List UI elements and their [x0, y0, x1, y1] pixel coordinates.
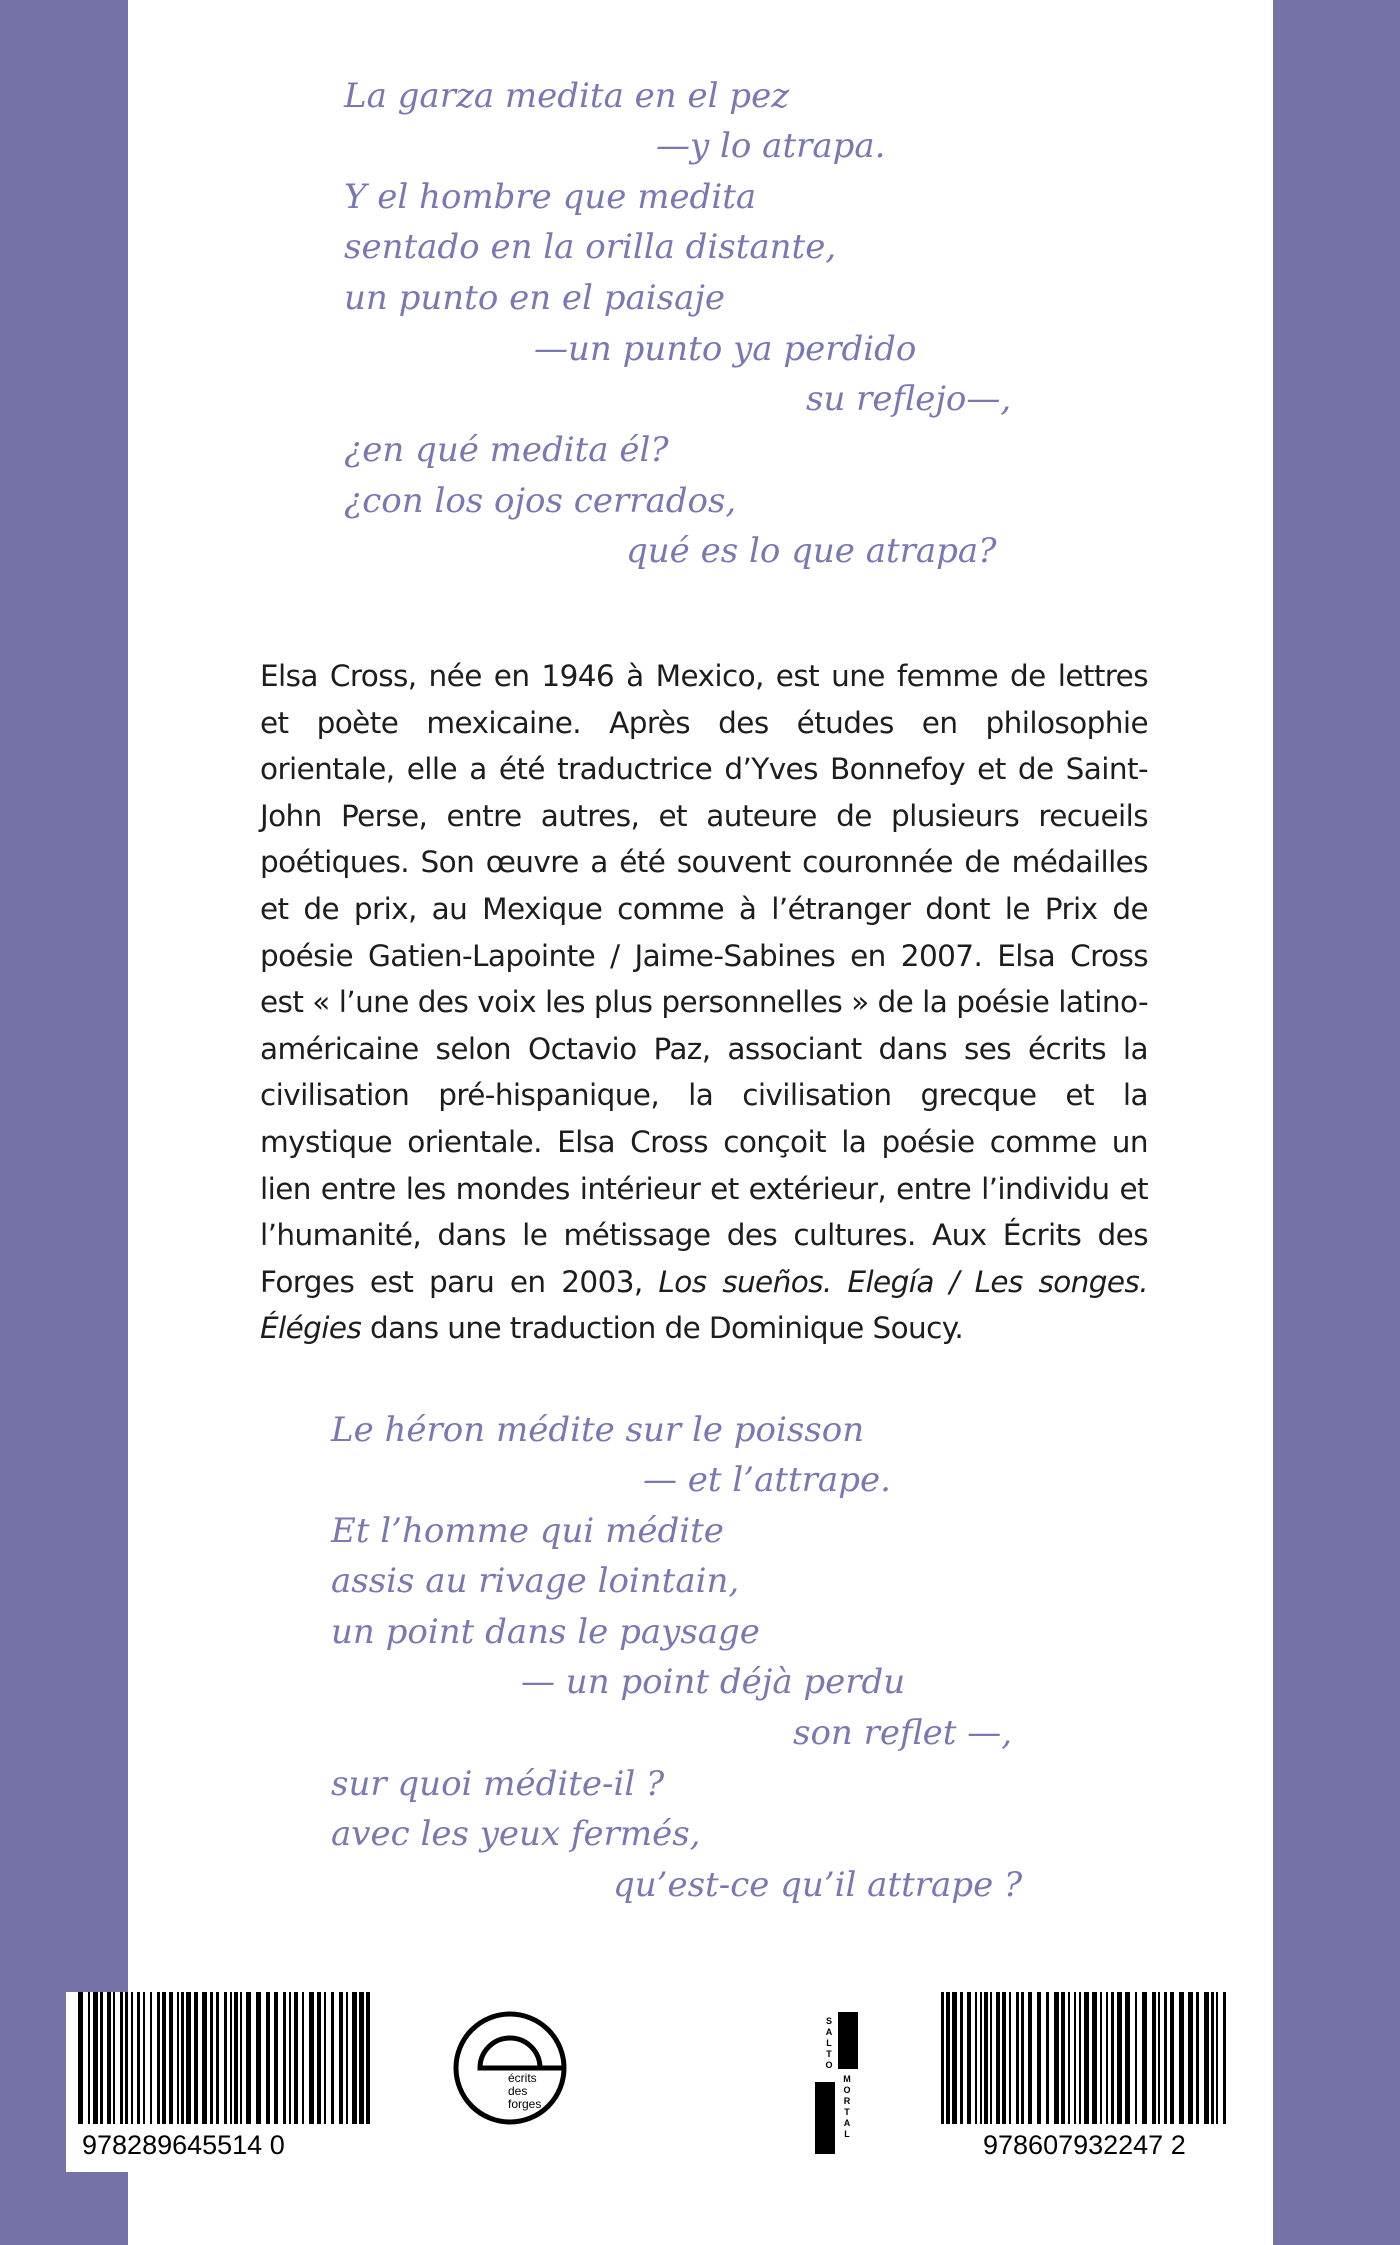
barcode-right	[933, 1992, 1243, 2172]
barcode-bar	[169, 1992, 173, 2124]
author-biography	[260, 653, 1148, 1352]
logo-letter: O	[843, 2085, 851, 2095]
poem-line: La garza medita en el pez	[344, 76, 790, 116]
barcode-bar	[224, 1992, 227, 2124]
barcode-bar	[131, 1992, 133, 2124]
barcode-bar	[88, 1992, 90, 2124]
barcode-bar	[346, 1992, 348, 2124]
poem-line: — et l’attrape.	[643, 1460, 891, 1500]
barcode-bar	[996, 1992, 1000, 2124]
barcode-bar	[1179, 1992, 1184, 2124]
barcode-bar	[202, 1992, 207, 2124]
barcode-bar	[984, 1992, 988, 2124]
bio-book-title: Los sueños. Elegía / Les songes. Élégies	[260, 1264, 1148, 1346]
salto-mortal-logo	[810, 2012, 865, 2147]
barcode-bar	[1111, 1992, 1114, 2124]
logo-letter: R	[843, 2096, 851, 2106]
poem-line: avec les yeux fermés,	[331, 1814, 701, 1854]
poem-line: un punto en el paisaje	[344, 278, 726, 318]
poem-line: — un point déjà perdu	[521, 1662, 906, 1702]
barcode-bar	[946, 1992, 950, 2124]
barcode-bar	[181, 1992, 184, 2124]
barcode-bar	[162, 1992, 166, 2124]
logo-letter: T	[826, 2049, 832, 2059]
barcode-bar	[1164, 1992, 1167, 2124]
barcode-bar	[1084, 1992, 1089, 2124]
barcode-bar	[157, 1992, 160, 2124]
poem-line: qu’est-ce qu’il attrape ?	[613, 1865, 1023, 1905]
barcode-bar	[1125, 1992, 1130, 2124]
barcode-bar	[1046, 1992, 1049, 2124]
barcode-bar	[120, 1992, 123, 2124]
barcode-bar	[1009, 1992, 1011, 2124]
barcode-bar	[125, 1992, 128, 2124]
barcode-bar	[283, 1992, 286, 2124]
barcode-bar	[941, 1992, 944, 2124]
barcode-bar	[309, 1992, 314, 2124]
poem-line: son reflet —,	[793, 1713, 1013, 1753]
barcode-bar	[359, 1992, 364, 2124]
barcode-bar	[1061, 1992, 1065, 2124]
barcode-bar	[78, 1992, 83, 2124]
barcode-bar	[1106, 1992, 1108, 2124]
poem-line: —un punto ya perdido	[534, 329, 917, 369]
barcode-bar	[366, 1992, 370, 2124]
barcode-bar	[230, 1992, 232, 2124]
barcode-bar	[1158, 1992, 1160, 2124]
barcode-bar	[216, 1992, 219, 2124]
logo-letter: A	[843, 2118, 851, 2128]
logo-word: des	[508, 2084, 528, 2098]
barcode-bar	[1223, 1992, 1226, 2124]
logo-letter: L	[826, 2038, 832, 2048]
logo-letter: O	[825, 2060, 833, 2070]
barcode-bar	[177, 1992, 179, 2124]
barcode-bar	[1074, 1992, 1076, 2124]
barcode-bar	[1068, 1992, 1070, 2124]
barcode-bar	[150, 1992, 152, 2124]
barcode-bar	[1170, 1992, 1174, 2124]
barcode-bar	[107, 1992, 111, 2124]
barcode-bar	[234, 1992, 238, 2124]
logo-word: écrits	[508, 2071, 537, 2085]
barcode-bar	[317, 1992, 321, 2124]
logo-letter: M	[843, 2074, 851, 2084]
poem-line: ¿en qué medita él?	[344, 430, 669, 470]
logo-word: forges	[508, 2097, 542, 2111]
barcode-bar	[1204, 1992, 1209, 2124]
barcode-bar	[1021, 1992, 1024, 2124]
logo-letter: S	[825, 2016, 832, 2026]
poem-line: sur quoi médite-il ?	[331, 1764, 665, 1804]
barcode-right-number: 978607932247 2	[983, 2130, 1186, 2160]
barcode-bar	[960, 1992, 963, 2124]
barcode-bar	[240, 1992, 242, 2124]
barcode-bar	[113, 1992, 115, 2124]
poem-line: —y lo atrapa.	[656, 126, 886, 166]
barcode-bar	[1188, 1992, 1193, 2124]
poem-line: Y el hombre que medita	[344, 177, 757, 217]
barcode-bar	[1054, 1992, 1059, 2124]
barcode-bar	[331, 1992, 334, 2124]
barcode-bar	[967, 1992, 971, 2124]
bio-text-end: dans une traduction de Dominique Soucy.	[370, 1311, 964, 1346]
ecrits-des-forges-wordmark	[508, 2072, 541, 2111]
barcode-bar	[1142, 1992, 1147, 2124]
barcode-bar	[256, 1992, 261, 2124]
barcode-bar	[143, 1992, 145, 2124]
barcode-left-number: 978289645514 0	[82, 2130, 285, 2160]
barcode-bar	[352, 1992, 357, 2124]
poem-line: assis au rivage lointain,	[331, 1561, 740, 1601]
barcode-bar	[266, 1992, 270, 2124]
barcode-bar	[1092, 1992, 1097, 2124]
barcode-bar	[289, 1992, 291, 2124]
barcode-bar	[1216, 1992, 1218, 2124]
barcode-bar	[1135, 1992, 1137, 2124]
poem-line: Et l’homme qui médite	[331, 1511, 724, 1551]
barcode-bar	[1079, 1992, 1081, 2124]
logo-letter: L	[844, 2129, 850, 2139]
barcode-bar	[324, 1992, 326, 2124]
barcode-bar	[1028, 1992, 1032, 2124]
barcode-bar	[100, 1992, 103, 2124]
barcode-bar	[952, 1992, 957, 2124]
barcode-bar	[339, 1992, 343, 2124]
barcode-bar	[210, 1992, 213, 2124]
logo-letter: T	[844, 2107, 850, 2117]
poem-line: qué es lo que atrapa?	[626, 531, 997, 571]
logo-block-bottom	[815, 2082, 835, 2154]
logo-letter: A	[825, 2027, 833, 2037]
bio-text: Elsa Cross, née en 1946 à Mexico, est une femme de lettres et poète mexicaine. Après des études en philosophie orientale, elle a été traductrice d’Yves Bonnefoy et de Saint-John Perse, entre autres, et auteure de plusieurs recueils poétiques. Son œuvre a été souvent couronnée de médailles et de prix, au Mexique comme à l’étranger dont le Prix de poésie Gatien-Lapointe / Jaime-Sabines en 2007. Elsa Cross est « l’une des voix les plus personnelles » de la poésie latino-américaine selon Octavio Paz, associant dans ses écrits la civilisation pré-hispanique, la civilisation grecque et la mystique orientale. Elsa Cross conçoit la poésie comme un lien entre les mondes intérieur et extérieur, entre l’individu et l’humanité, dans le métissage des cultures. Aux Écrits des Forges est paru en 2003,	[260, 659, 1148, 1299]
poem-line: un point dans le paysage	[331, 1612, 760, 1652]
barcode-bar	[246, 1992, 251, 2124]
logo-block-top	[838, 2012, 858, 2069]
barcode-bar	[990, 1992, 992, 2124]
barcode-bar	[186, 1992, 191, 2124]
barcode-bar	[1100, 1992, 1102, 2124]
barcode-bar	[1016, 1992, 1019, 2124]
barcode-bar	[1152, 1992, 1156, 2124]
barcode-bar	[274, 1992, 278, 2124]
barcode-left	[66, 1992, 386, 2172]
barcode-bar	[975, 1992, 977, 2124]
barcode-bar	[1211, 1992, 1214, 2124]
poem-line: su reflejo—,	[806, 379, 1012, 419]
barcode-bar	[1196, 1992, 1199, 2124]
barcode-bar	[1037, 1992, 1041, 2124]
barcode-bar	[1002, 1992, 1006, 2124]
barcode-bar	[137, 1992, 140, 2124]
poem-line: Le héron médite sur le poisson	[331, 1410, 865, 1450]
barcode-bar	[302, 1992, 304, 2124]
barcode-bar	[1117, 1992, 1122, 2124]
barcode-bar	[980, 1992, 982, 2124]
poem-line: ¿con los ojos cerrados,	[344, 481, 737, 521]
barcode-bar	[194, 1992, 198, 2124]
poem-line: sentado en la orilla distante,	[344, 227, 837, 267]
barcode-bar	[294, 1992, 298, 2124]
barcode-bar	[93, 1992, 98, 2124]
